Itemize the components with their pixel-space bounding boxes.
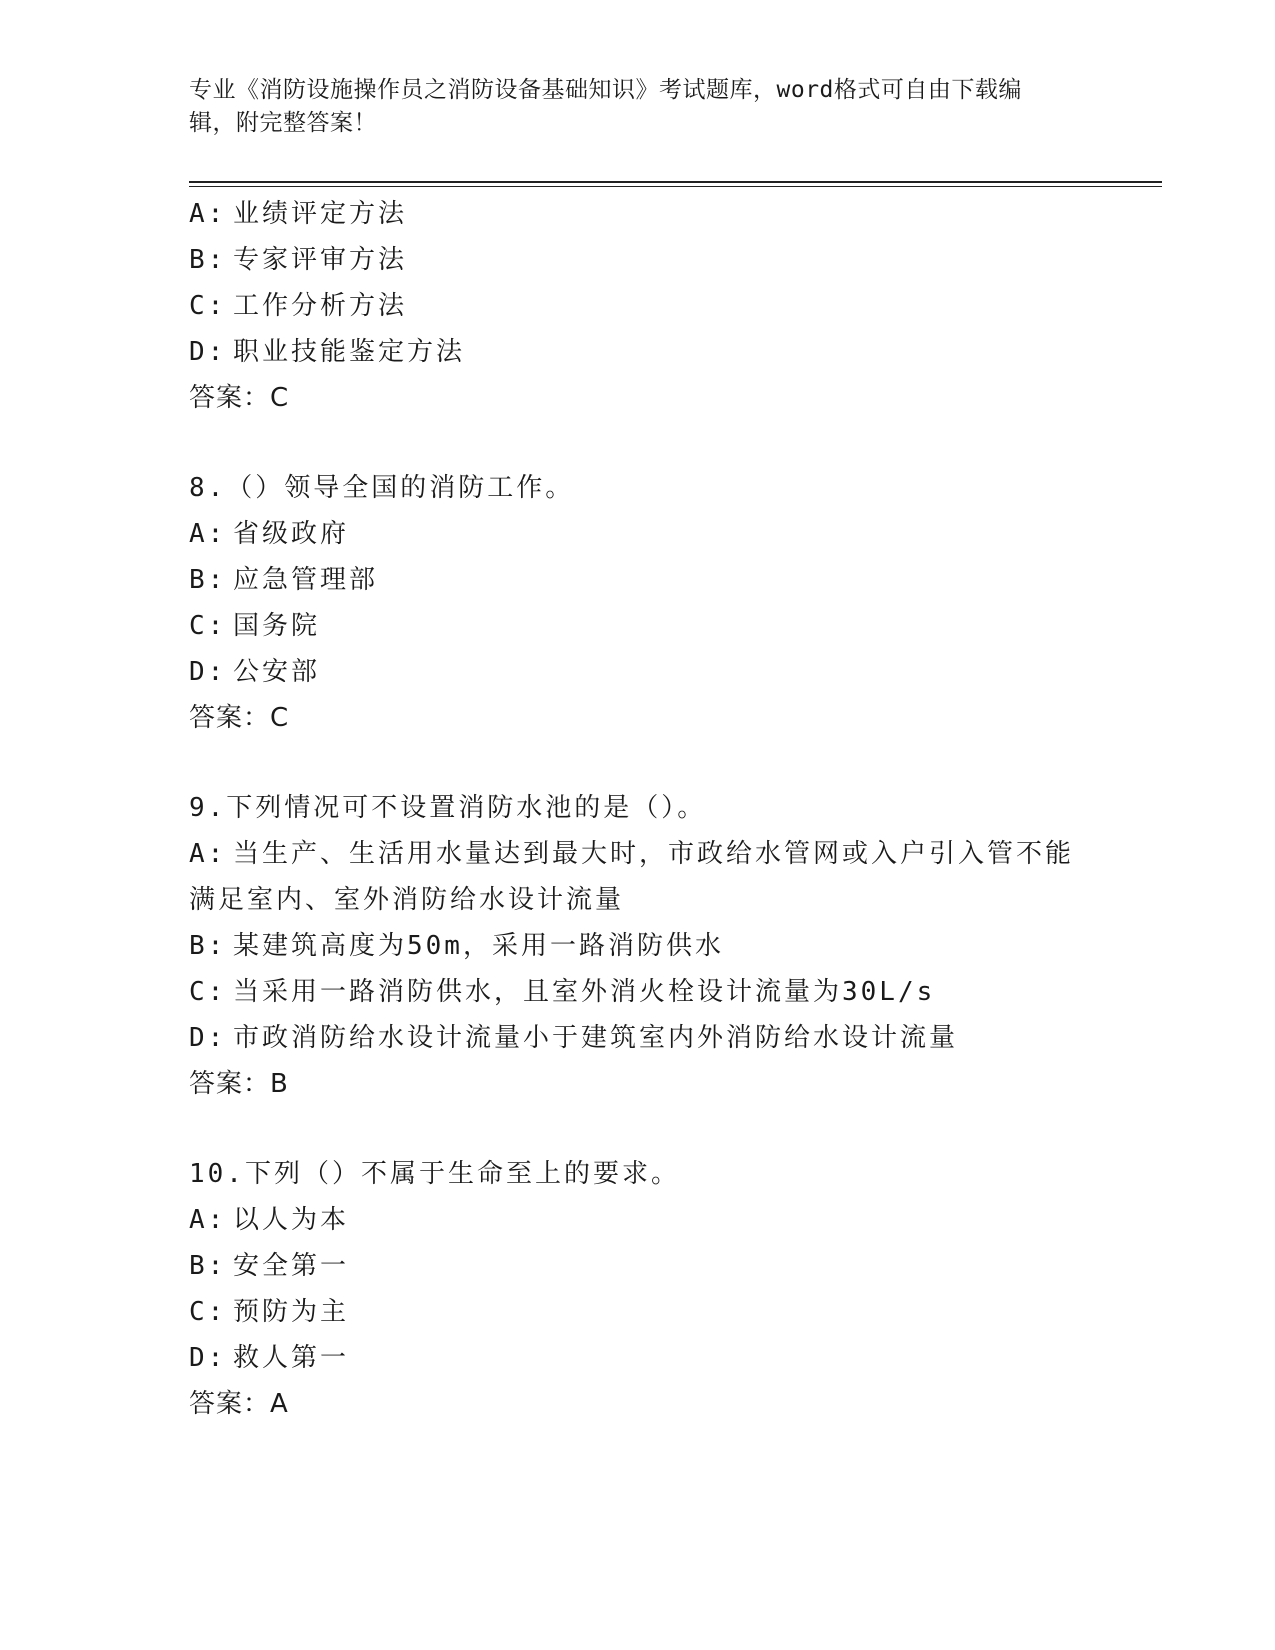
- answer-line: 答案：A: [189, 1389, 289, 1419]
- answer-line: 答案：C: [189, 703, 290, 733]
- question-8: [189, 465, 1089, 741]
- document-header: [189, 74, 1069, 140]
- spacer: [189, 741, 1089, 785]
- question-stem: 10.下列（）不属于生命至上的要求。: [189, 1159, 680, 1189]
- option-a: A: 以人为本: [189, 1205, 350, 1235]
- question-list: [189, 191, 1089, 1427]
- option-c: C: 当采用一路消防供水，且室外消火栓设计流量为30L/s: [189, 977, 936, 1007]
- option-a: A: 省级政府: [189, 519, 350, 549]
- option-b: B: 应急管理部: [189, 565, 379, 595]
- option-a: A: 当生产、生活用水量达到最大时，市政给水管网或入户引入管不能: [189, 839, 1075, 869]
- option-d: D: 公安部: [189, 657, 321, 687]
- spacer: [189, 1107, 1089, 1151]
- question-10: [189, 1151, 1089, 1427]
- question-stem: 8.（）领导全国的消防工作。: [189, 473, 575, 503]
- option-d: D: 市政消防给水设计流量小于建筑室内外消防给水设计流量: [189, 1023, 959, 1053]
- option-b: B: 某建筑高度为50m，采用一路消防供水: [189, 931, 724, 961]
- spacer: [189, 421, 1089, 465]
- option-d: D: 救人第一: [189, 1343, 350, 1373]
- option-b: B: 专家评审方法: [189, 245, 408, 275]
- question-9: [189, 785, 1089, 1107]
- header-line-1: 专业《消防设施操作员之消防设备基础知识》考试题库，word格式可自由下载编: [189, 77, 1022, 103]
- option-c: C: 国务院: [189, 611, 321, 641]
- answer-line: 答案：B: [189, 1069, 289, 1099]
- question-7: [189, 191, 1089, 421]
- header-divider-thick: [189, 181, 1162, 183]
- option-b: B: 安全第一: [189, 1251, 350, 1281]
- answer-line: 答案：C: [189, 383, 290, 413]
- option-a-continued: 满足室内、室外消防给水设计流量: [189, 885, 625, 915]
- header-line-2: 辑，附完整答案！: [189, 110, 377, 136]
- option-d: D: 职业技能鉴定方法: [189, 337, 466, 367]
- question-stem: 9.下列情况可不设置消防水池的是（）。: [189, 793, 707, 823]
- option-a: A: 业绩评定方法: [189, 199, 408, 229]
- option-c: C: 预防为主: [189, 1297, 350, 1327]
- header-divider-thin: [189, 186, 1162, 187]
- option-c: C: 工作分析方法: [189, 291, 408, 321]
